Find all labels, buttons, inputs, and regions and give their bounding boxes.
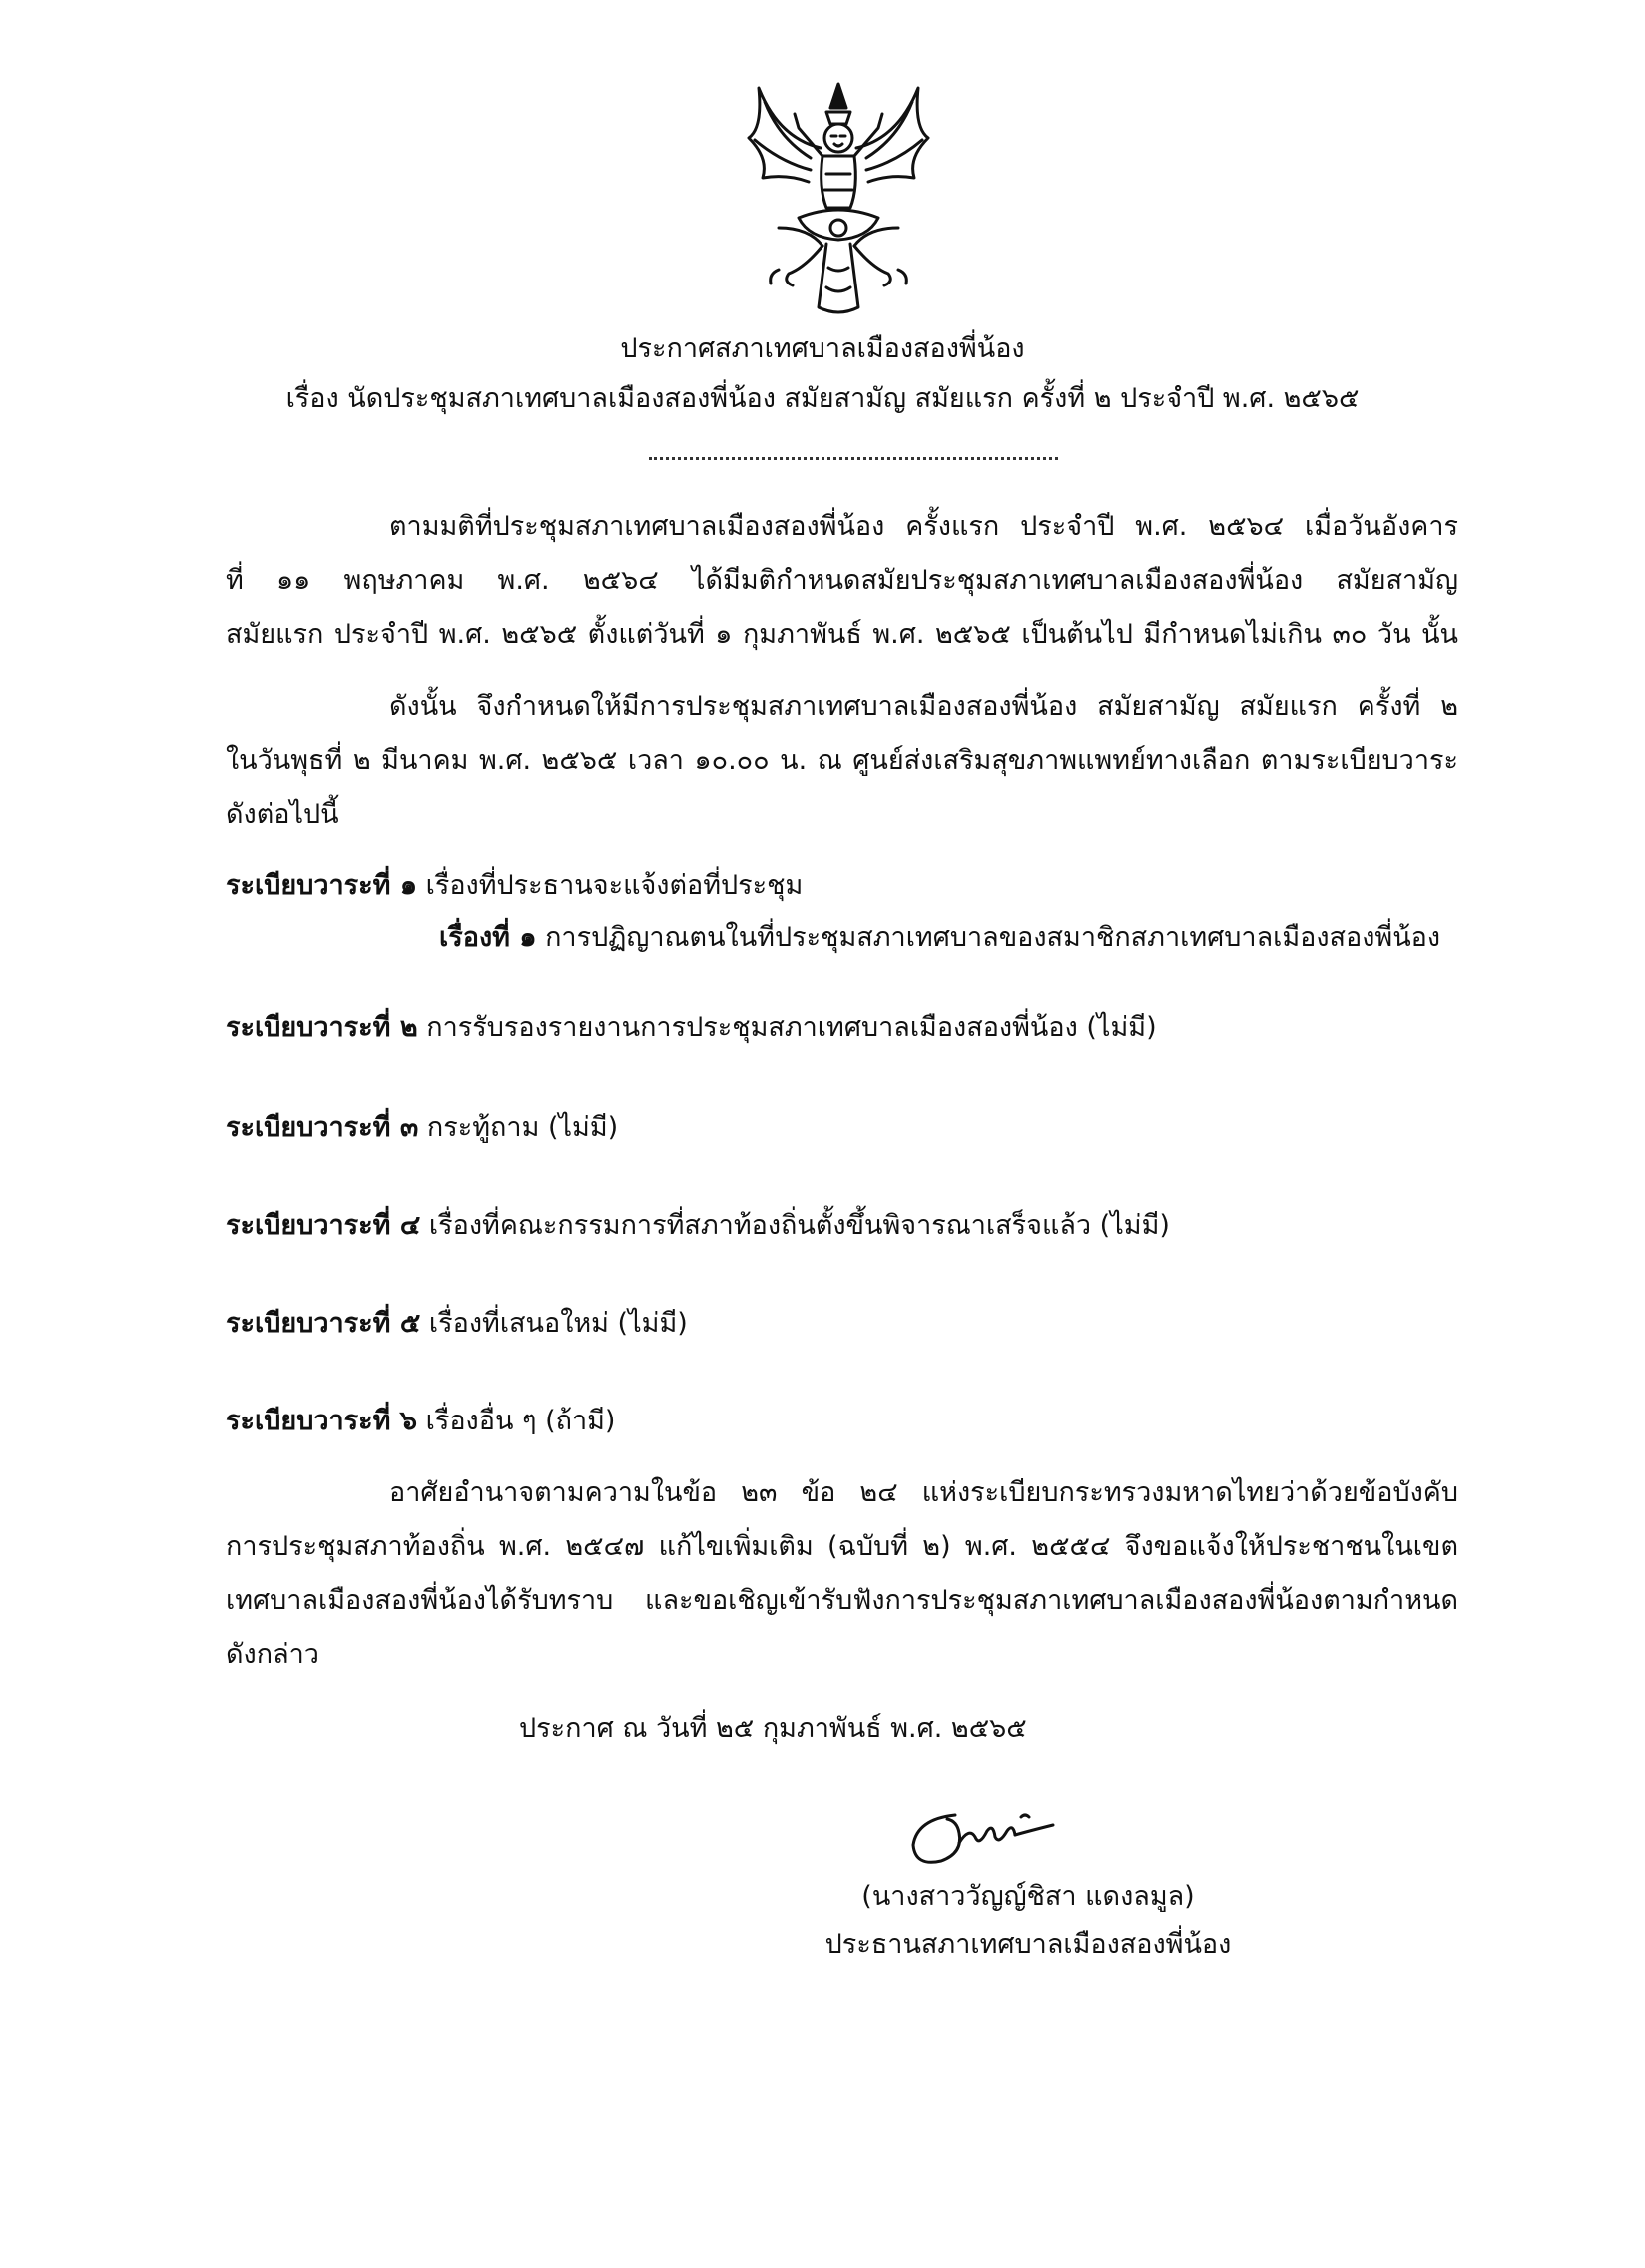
agenda-item-6 bbox=[226, 1402, 615, 1441]
announcement-date: ประกาศ ณ วันที่ ๒๕ กุมภาพันธ์ พ.ศ. ๒๕๖๕ bbox=[519, 1713, 1027, 1744]
agenda-subitem-label: เรื่องที่ ๑ bbox=[439, 922, 537, 953]
signer-name: (นางสาววัญญ์ชิสา แดงลมูล) bbox=[861, 1881, 1195, 1912]
dotted-divider bbox=[649, 457, 1058, 460]
agenda-item-6-label: ระเบียบวาระที่ ๖ bbox=[226, 1406, 417, 1436]
paragraph3-line2: การประชุมสภาท้องถิ่น พ.ศ. ๒๕๔๗ แก้ไขเพิ่มเติม (ฉบับที่ ๒) พ.ศ. ๒๕๕๔ จึงขอแจ้งให้ประชาชนในเขต bbox=[226, 1531, 1458, 1562]
paragraph2-line1: ดังนั้น จึงกำหนดให้มีการประชุมสภาเทศบาลเมืองสองพี่น้อง สมัยสามัญ สมัยแรก ครั้งที่ ๒ bbox=[389, 691, 1458, 722]
agenda-subitem-text: การปฏิญาณตนในที่ประชุมสภาเทศบาลของสมาชิกสภาเทศบาลเมืองสองพี่น้อง bbox=[545, 922, 1441, 953]
paragraph1-line2: ที่ ๑๑ พฤษภาคม พ.ศ. ๒๕๖๔ ได้มีมติกำหนดสมัยประชุมสภาเทศบาลเมืองสองพี่น้อง สมัยสามัญ bbox=[226, 565, 1458, 596]
paragraph3-line3: เทศบาลเมืองสองพี่น้องได้รับทราบ และขอเชิญเข้ารับฟังการประชุมสภาเทศบาลเมืองสองพี่น้องตามกำหนด bbox=[226, 1585, 1458, 1616]
agenda-item-2 bbox=[226, 1008, 1157, 1048]
paragraph3-line1: อาศัยอำนาจตามความในข้อ ๒๓ ข้อ ๒๔ แห่งระเบียบกระทรวงมหาดไทยว่าด้วยข้อบังคับ bbox=[389, 1477, 1458, 1508]
paragraph3-line4: ดังกล่าว bbox=[226, 1639, 319, 1670]
paragraph1-line3: สมัยแรก ประจำปี พ.ศ. ๒๕๖๕ ตั้งแต่วันที่ ๑ กุมภาพันธ์ พ.ศ. ๒๕๖๕ เป็นต้นไป มีกำหนดไม่เกิน ๓๐ วัน นั้น bbox=[226, 619, 1458, 650]
agenda-item-1-subitem bbox=[439, 918, 1440, 958]
agenda-item-5-label: ระเบียบวาระที่ ๕ bbox=[226, 1308, 421, 1339]
agenda-item-3 bbox=[226, 1108, 618, 1148]
announcement-title: ประกาศสภาเทศบาลเมืองสองพี่น้อง bbox=[620, 333, 1025, 364]
agenda-item-4-text: เรื่องที่คณะกรรมการที่สภาท้องถิ่นตั้งขึ้นพิจารณาเสร็จแล้ว (ไม่มี) bbox=[428, 1210, 1170, 1241]
agenda-item-6-text: เรื่องอื่น ๆ (ถ้ามี) bbox=[425, 1406, 616, 1436]
agenda-item-1-label: ระเบียบวาระที่ ๑ bbox=[226, 870, 417, 901]
garuda-emblem-icon bbox=[739, 78, 938, 321]
paragraph2-line3: ดังต่อไปนี้ bbox=[226, 799, 339, 830]
agenda-item-5 bbox=[226, 1304, 688, 1344]
agenda-item-4-label: ระเบียบวาระที่ ๔ bbox=[226, 1210, 421, 1241]
signer-position: ประธานสภาเทศบาลเมืองสองพี่น้อง bbox=[824, 1929, 1232, 1960]
paragraph1-line1: ตามมติที่ประชุมสภาเทศบาลเมืองสองพี่น้อง ครั้งแรก ประจำปี พ.ศ. ๒๕๖๔ เมื่อวันอังคาร bbox=[389, 511, 1458, 542]
agenda-item-1 bbox=[226, 866, 803, 906]
handwritten-signature-icon bbox=[903, 1797, 1063, 1877]
agenda-item-2-text: การรับรองรายงานการประชุมสภาเทศบาลเมืองสองพี่น้อง (ไม่มี) bbox=[426, 1012, 1157, 1043]
agenda-item-3-text: กระทู้ถาม (ไม่มี) bbox=[426, 1112, 619, 1143]
agenda-item-4 bbox=[226, 1206, 1170, 1246]
agenda-item-5-text: เรื่องที่เสนอใหม่ (ไม่มี) bbox=[428, 1308, 688, 1339]
agenda-item-1-text: เรื่องที่ประธานจะแจ้งต่อที่ประชุม bbox=[425, 870, 804, 901]
paragraph2-line2: ในวันพุธที่ ๒ มีนาคม พ.ศ. ๒๕๖๕ เวลา ๑๐.๐๐ น. ณ ศูนย์ส่งเสริมสุขภาพแพทย์ทางเลือก ตามระเบียบวาระ bbox=[226, 745, 1458, 776]
announcement-subject: เรื่อง นัดประชุมสภาเทศบาลเมืองสองพี่น้อง สมัยสามัญ สมัยแรก ครั้งที่ ๒ ประจำปี พ.ศ. ๒๕๖๕ bbox=[285, 383, 1360, 414]
agenda-item-2-label: ระเบียบวาระที่ ๒ bbox=[226, 1012, 418, 1043]
agenda-item-3-label: ระเบียบวาระที่ ๓ bbox=[226, 1112, 419, 1143]
